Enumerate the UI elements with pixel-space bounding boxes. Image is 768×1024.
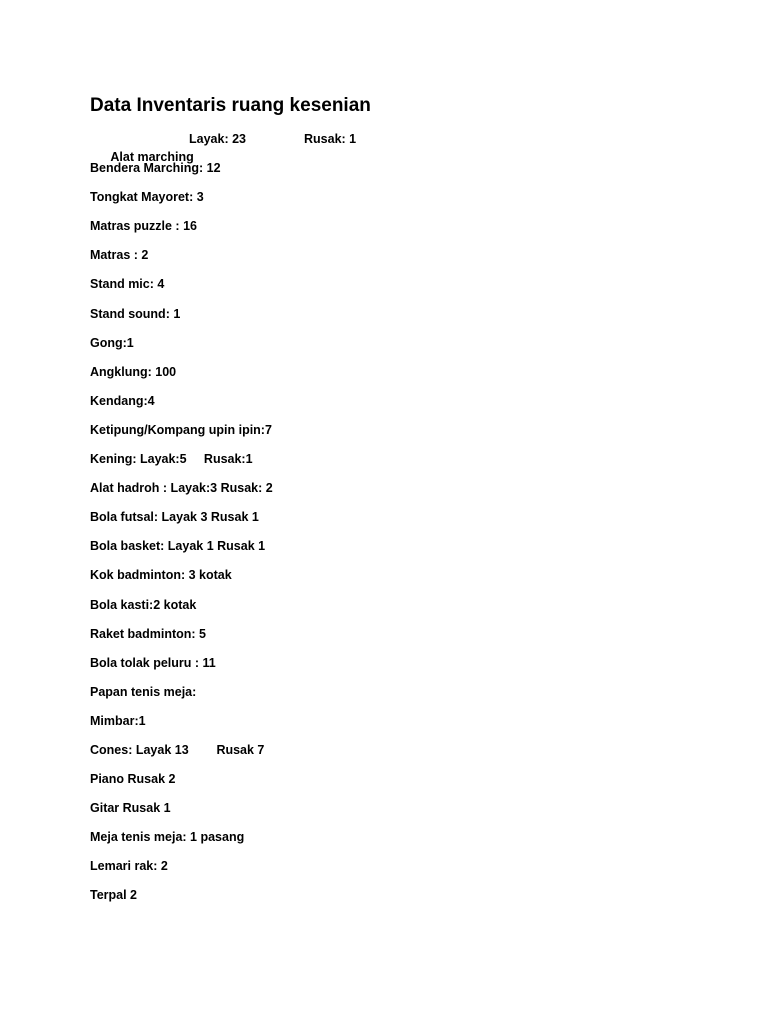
inventory-line: Bola basket: Layak 1 Rusak 1 xyxy=(90,539,266,554)
inventory-line-alat-marching xyxy=(90,130,357,164)
inventory-line: Angklung: 100 xyxy=(90,364,177,379)
document-title: Data Inventaris ruang kesenian xyxy=(90,95,371,116)
inventory-line: Matras puzzle : 16 xyxy=(90,219,197,234)
inventory-line: Raket badminton: 5 xyxy=(90,626,206,641)
inventory-line: Alat hadroh : Layak:3 Rusak: 2 xyxy=(90,481,273,496)
inventory-line: Stand sound: 1 xyxy=(90,306,181,321)
inventory-line: Gitar Rusak 1 xyxy=(90,801,171,816)
inventory-line: Bendera Marching: 12 xyxy=(90,161,221,176)
inventory-line: Papan tenis meja: xyxy=(90,684,197,699)
inventory-line: Kening: Layak:5 Rusak:1 xyxy=(90,452,253,467)
inventory-line: Mimbar:1 xyxy=(90,713,146,728)
inventory-line: Kok badminton: 3 kotak xyxy=(90,568,232,583)
inventory-line: Cones: Layak 13 Rusak 7 xyxy=(90,742,265,757)
inventory-line: Terpal 2 xyxy=(90,888,138,903)
inventory-line: Bola tolak peluru : 11 xyxy=(90,655,216,670)
inventory-line: Tongkat Mayoret: 3 xyxy=(90,190,204,205)
inventory-list xyxy=(90,130,357,916)
inventory-line: Matras : 2 xyxy=(90,248,149,263)
inventory-line: Meja tenis meja: 1 pasang xyxy=(90,830,245,845)
inventory-item-name: Alat marching xyxy=(110,150,194,164)
inventory-line: Kendang:4 xyxy=(90,393,155,408)
inventory-line: Bola futsal: Layak 3 Rusak 1 xyxy=(90,510,259,525)
inventory-line: Stand mic: 4 xyxy=(90,277,165,292)
inventory-line: Lemari rak: 2 xyxy=(90,859,168,874)
inventory-line: Piano Rusak 2 xyxy=(90,772,176,787)
inventory-line: Gong:1 xyxy=(90,335,134,350)
inventory-line: Bola kasti:2 kotak xyxy=(90,597,197,612)
inventory-layak-count: Layak: 23 xyxy=(189,132,246,146)
inventory-line: Ketipung/Kompang upin ipin:7 xyxy=(90,422,272,437)
inventory-rusak-count: Rusak: 1 xyxy=(304,132,357,146)
